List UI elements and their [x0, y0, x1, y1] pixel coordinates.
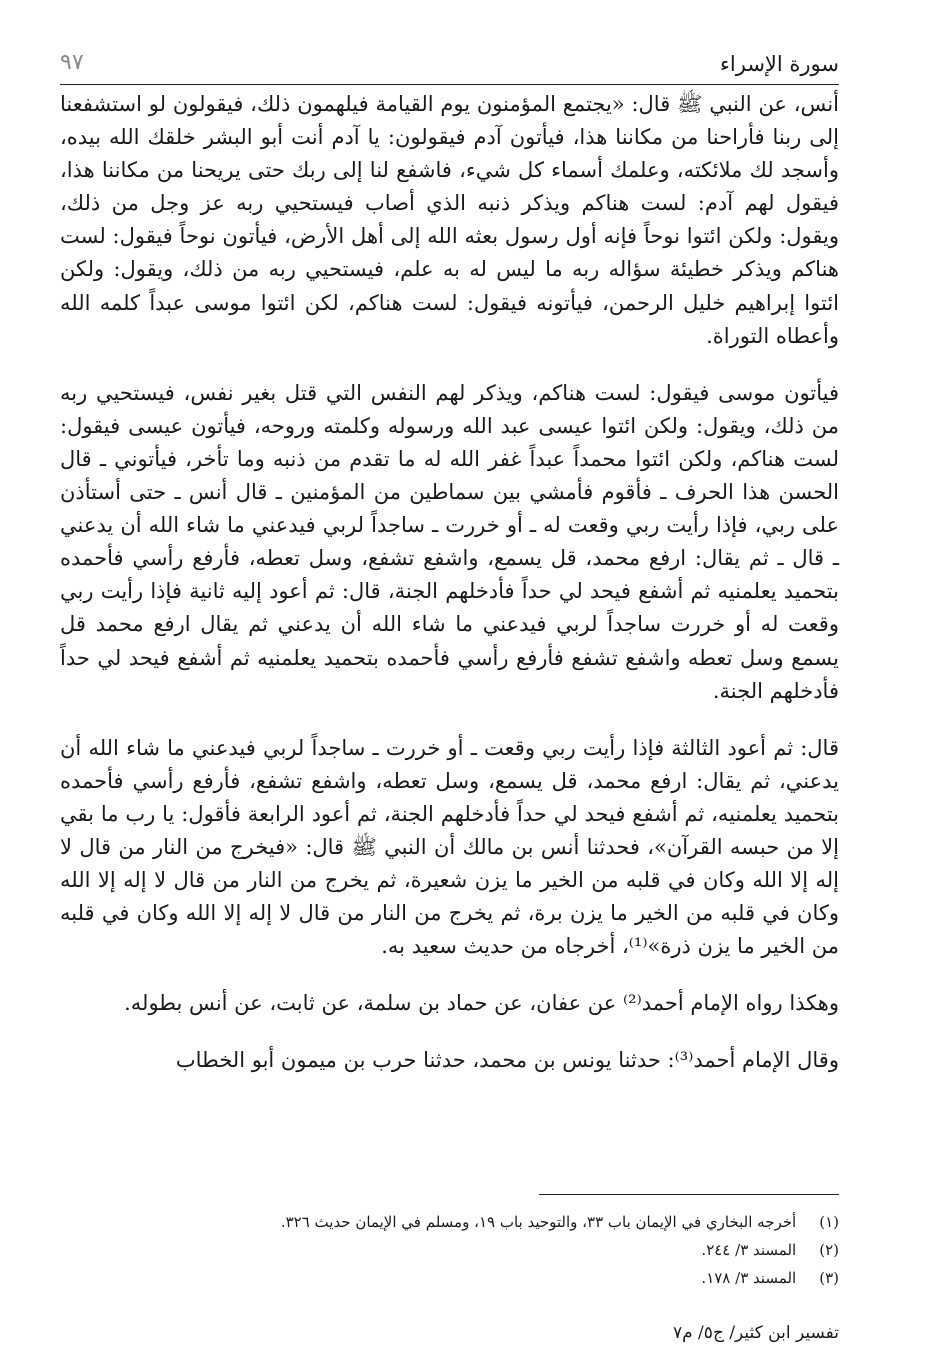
main-text: [60, 88, 839, 1102]
footnote-text: أخرجه البخاري في الإيمان باب ٣٣، والتوحيد باب ١٩، ومسلم في الإيمان حديث ٣٢٦.: [280, 1213, 797, 1231]
paragraph: أنس، عن النبي ﷺ قال: «يجتمع المؤمنون يوم القيامة فيلهمون ذلك، فيقولون لو استشفعنا إلى ربنا فأراحنا من مكاننا هذا، فيأتون آدم فيقولون: يا آدم أنت أبو البشر خلقك الله بيده، وأسجد لك ملائكته، وعلمك أسماء كل شيء، فاشفع لنا إلى ربك حتى يريحنا من مكاننا هذا، فيقول لهم آدم: لست هناكم ويذكر ذنبه الذي أصاب فيستحيي ربه عز وجل من ذلك، ويقول: ولكن ائتوا نوحاً فإنه أول رسول بعثه الله إلى أهل الأرض، فيأتون نوحاً فيقول: لست هناكم ويذكر خطيئة سؤاله ربه ما ليس له به علم، فيستحيي ربه من ذلك، ويقول: ولكن ائتوا إبراهيم خليل الرحمن، فيأتونه فيقول: لست هناكم، لكن ائتوا موسى عبداً كلمه الله وأعطاه التوراة.: [60, 92, 839, 348]
footnote: [60, 1208, 839, 1236]
footnote-text: المسند ٣/ ٢٤٤.: [701, 1241, 797, 1259]
footnote: [60, 1236, 839, 1264]
surah-title: سورة الإسراء: [720, 52, 839, 76]
page-header: [60, 46, 839, 85]
footnote: [60, 1264, 839, 1292]
paragraph: وقال الإمام أحمد⁽³⁾: حدثنا يونس بن محمد، حدثنا حرب بن ميمون أبو الخطاب: [175, 1048, 839, 1073]
footnote-divider: [539, 1194, 839, 1195]
footnote-text: المسند ٣/ ١٧٨.: [701, 1269, 797, 1287]
paragraph: فيأتون موسى فيقول: لست هناكم، ويذكر لهم النفس التي قتل بغير نفس، فيستحيي ربه من ذلك، ويقول: ولكن ائتوا عيسى عبد الله ورسوله وكلمته وروحه، فيأتون عيسى فيقول: لست هناكم، ولكن ائتوا محمداً عبداً غفر الله له ما تقدم من ذنبه وما تأخر، فيأتوني ـ قال الحسن هذا الحرف ـ فأقوم فأمشي بين سماطين من المؤمنين ـ قال أنس ـ حتى أستأذن على ربي، فإذا رأيت ربي وقعت له ـ أو خررت ـ ساجداً لربي فيدعني ما شاء الله أن يدعني ـ قال ـ ثم يقال: ارفع محمد، قل يسمع، واشفع تشفع، وسل تعطه، فأرفع رأسي فأحمده بتحميد يعلمنيه ثم أشفع فيحد لي حداً فأدخلهم الجنة، قال: ثم أعود إليه ثانية فإذا رأيت ربي وقعت له أو خررت ساجداً لربي فيدعني ما شاء الله أن يدعني ثم يقال ارفع محمد قل يسمع وسل تعطه واشفع تشفع فأرفع رأسي فأحمده بتحميد يعلمنيه ثم أشفع فيحد لي حداً فأدخلهم الجنة.: [60, 380, 839, 703]
footnotes: [60, 1208, 839, 1292]
page-footer: تفسير ابن كثير/ ج٥/ م٧: [672, 1323, 839, 1343]
footnote-number: (٢): [819, 1241, 839, 1259]
paragraph: قال: ثم أعود الثالثة فإذا رأيت ربي وقعت ـ أو خررت ـ ساجداً لربي فيدعني ما شاء الله أن يدعني، ثم يقال: ارفع محمد، قل يسمع، وسل تعطه، واشفع تشفع، فأرفع رأسي فأحمده بتحميد يعلمنيه، ثم أشفع فيحد لي حداً فأدخلهم الجنة، ثم أعود الرابعة فأقول: يا رب ما بقي إلا من حبسه القرآن»، فحدثنا أنس بن مالك أن النبي ﷺ قال: «فيخرج من النار من قال لا إله إلا الله وكان في قلبه من الخير ما يزن شعيرة، ثم يخرج من النار من قال لا إله إلا الله وكان في قلبه من الخير ما يزن برة، ثم يخرج من النار من قال لا إله إلا الله وكان في قلبه من الخير ما يزن ذرة»⁽¹⁾، أخرجاه من حديث سعيد به.: [60, 735, 839, 959]
footnote-number: (٣): [819, 1269, 839, 1287]
page-number: ٩٧: [60, 50, 84, 75]
footnote-number: (١): [819, 1213, 839, 1231]
paragraph: وهكذا رواه الإمام أحمد⁽²⁾ عن عفان، عن حماد بن سلمة، عن ثابت، عن أنس بطوله.: [124, 991, 839, 1016]
